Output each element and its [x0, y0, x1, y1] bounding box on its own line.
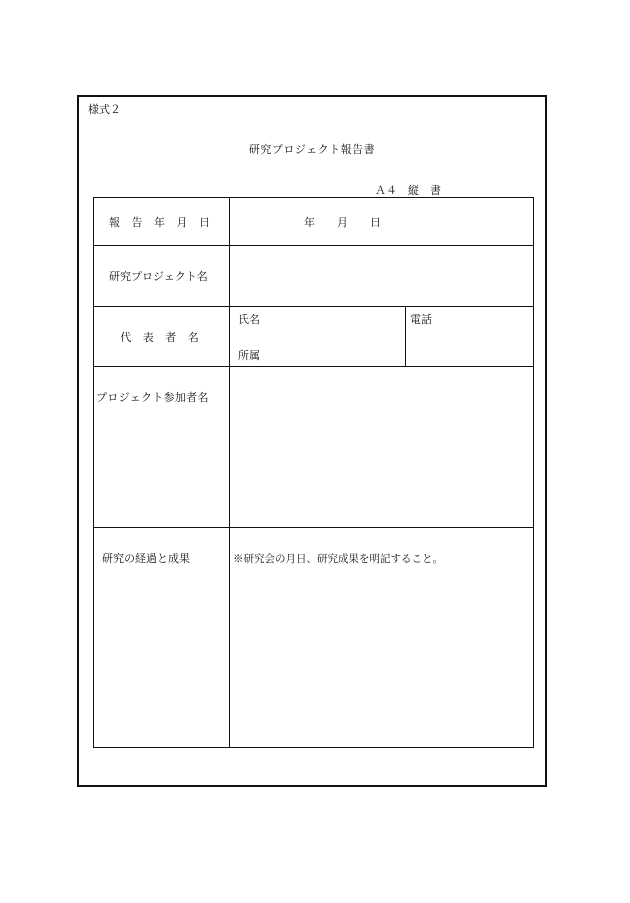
form-label: 様式２: [88, 103, 121, 116]
row-representative: [94, 307, 534, 367]
participants-field[interactable]: [230, 367, 534, 528]
representative-phone-field[interactable]: [406, 307, 534, 367]
project-name-label: 研究プロジェクト名: [94, 246, 230, 307]
report-date-field[interactable]: [230, 198, 534, 246]
representative-name-field[interactable]: [230, 307, 406, 367]
name-label: 氏名: [238, 313, 260, 326]
participants-label: プロジェクト参加者名: [94, 367, 230, 528]
form-frame: [77, 95, 547, 787]
progress-note: ※研究会の月日、研究成果を明記すること。: [233, 553, 443, 565]
representative-label: 代 表 者 名: [94, 307, 230, 367]
progress-label: 研究の経過と成果: [94, 528, 230, 748]
phone-label: 電話: [410, 313, 432, 326]
row-report-date: [94, 198, 534, 246]
report-table: [93, 197, 534, 748]
document-title: 研究プロジェクト報告書: [248, 143, 376, 156]
report-date-label: 報 告 年 月 日: [94, 198, 230, 246]
affiliation-label: 所属: [238, 349, 260, 362]
progress-field[interactable]: [230, 528, 534, 748]
paper-size-note: Ａ４ 縦 書: [375, 184, 441, 197]
row-participants: [94, 367, 534, 528]
row-project-name: [94, 246, 534, 307]
project-name-field[interactable]: [230, 246, 534, 307]
report-date-value: 年 月 日: [304, 215, 381, 229]
row-progress: [94, 528, 534, 748]
